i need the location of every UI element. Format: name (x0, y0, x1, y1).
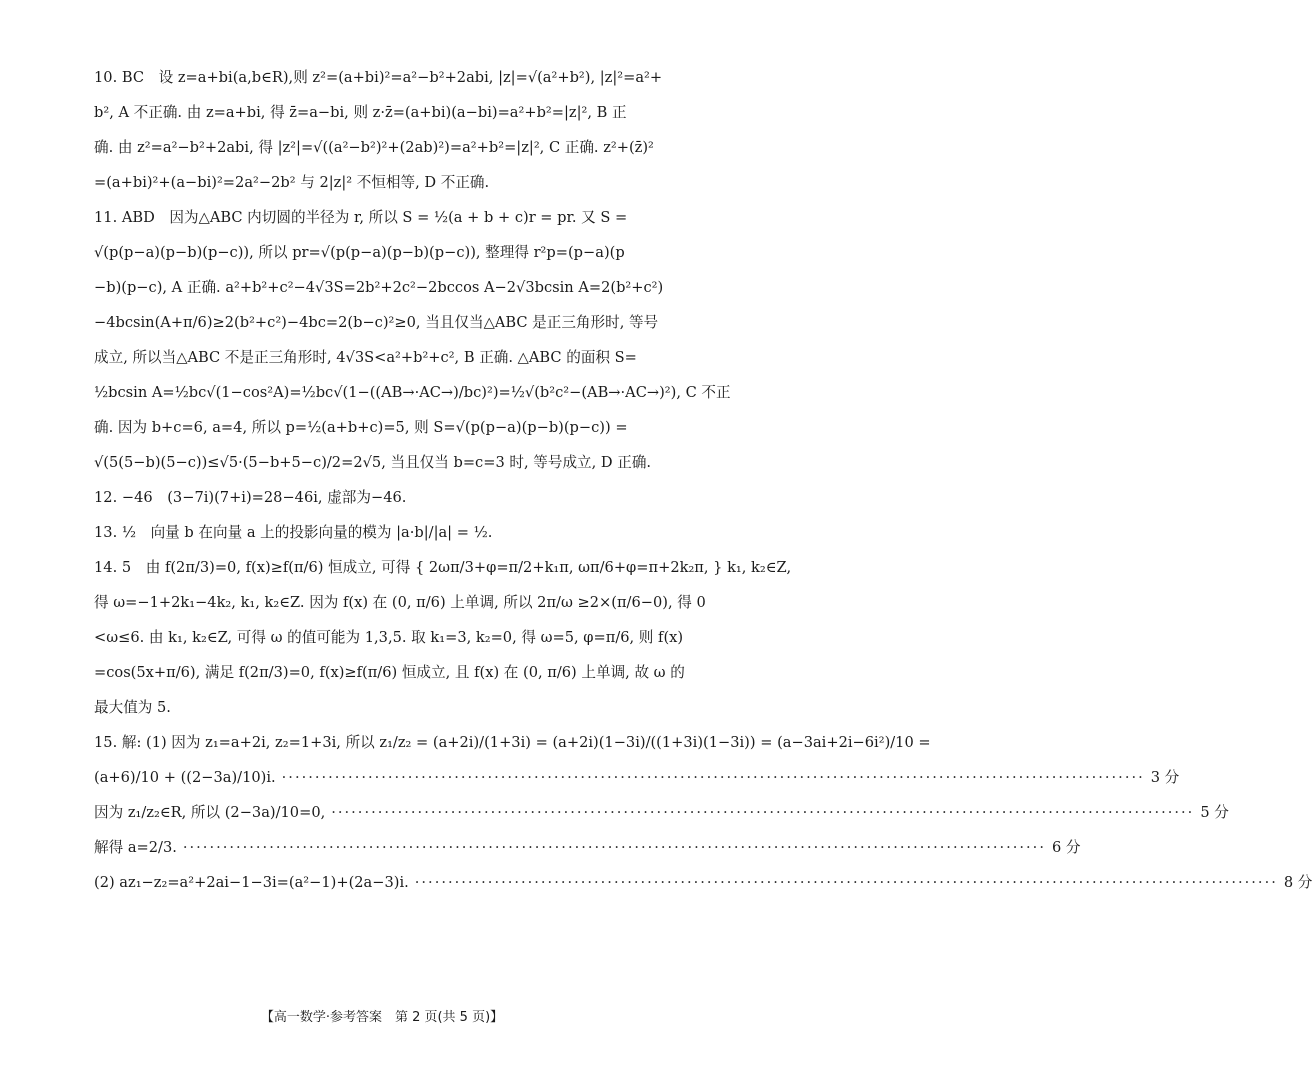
answer-a14 (94, 550, 792, 725)
step-text: (2) az₁−z₂=a²+2ai−1−3i=(a²−1)+(2a−3)i. (94, 874, 409, 891)
answer-a11 (94, 200, 731, 480)
answer-line: 确. 由 z²=a²−b²+2abi, 得 |z²|=√((a²−b²)²+(2ab)²)=a²+b²=|z|², C 正确. z²+(z̄)² (94, 139, 654, 156)
answer-line: 得 ω=−1+2k₁−4k₂, k₁, k₂∈Z. 因为 f(x) 在 (0, π/6) 上单调, 所以 2π/ω ≥2×(π/6−0), 得 0 (94, 594, 706, 611)
leader-dots (415, 865, 1278, 900)
step-points: 5 分 (1200, 804, 1229, 821)
answer-line: 确. 因为 b+c=6, a=4, 所以 p=½(a+b+c)=5, 则 S=√(p(p−a)(p−b)(p−c)) = (94, 419, 628, 436)
leader-dots (282, 760, 1145, 795)
scored-step (94, 830, 1081, 865)
step-points: 6 分 (1051, 839, 1081, 856)
answer-line: 15. 解: (1) 因为 z₁=a+2i, z₂=1+3i, 所以 z₁/z₂ = (a+2i)/(1+3i) = (a+2i)(1−3i)/((1+3i)(1−3i)) = (a−3ai+2i−6i²)/10 = (94, 734, 931, 751)
answer-line: √(p(p−a)(p−b)(p−c)), 所以 pr=√(p(p−a)(p−b)(p−c)), 整理得 r²p=(p−a)(p (94, 244, 625, 261)
answer-line: ½bcsin A=½bc√(1−cos²A)=½bc√(1−((AB→·AC→)/bc)²)=½√(b²c²−(AB→·AC→)²), C 不正 (94, 384, 731, 401)
scored-step (94, 795, 1229, 830)
answer-a15 (94, 725, 1312, 900)
answer-line: √(5(5−b)(5−c))≤√5·(5−b+5−c)/2=2√5, 当且仅当 b=c=3 时, 等号成立, D 正确. (94, 454, 652, 471)
answer-line: −4bcsin(A+π/6)≥2(b²+c²)−4bc=2(b−c)²≥0, 当且仅当△ABC 是正三角形时, 等号 (94, 314, 659, 331)
leader-dots (331, 795, 1194, 830)
step-text: 因为 z₁/z₂∈R, 所以 (2−3a)/10=0, (94, 804, 326, 821)
step-points: 8 分 (1283, 874, 1312, 891)
answer-line: b², A 不正确. 由 z=a+bi, 得 z̄=a−bi, 则 z·z̄=(a+bi)(a−bi)=a²+b²=|z|², B 正 (94, 104, 627, 121)
leader-dots (183, 830, 1046, 865)
answer-line: <ω≤6. 由 k₁, k₂∈Z, 可得 ω 的值可能为 1,3,5. 取 k₁=3, k₂=0, 得 ω=5, φ=π/6, 则 f(x) (94, 629, 684, 646)
answer-line: 10. BC 设 z=a+bi(a,b∈R),则 z²=(a+bi)²=a²−b²+2abi, |z|=√(a²+b²), |z|²=a²+ (94, 69, 663, 86)
answer-line: 11. ABD 因为△ABC 内切圆的半径为 r, 所以 S = ½(a + b + c)r = pr. 又 S = (94, 209, 628, 226)
answer-line: =(a+bi)²+(a−bi)²=2a²−2b² 与 2|z|² 不恒相等, D 不正确. (94, 174, 490, 191)
answer-line: 最大值为 5. (94, 699, 171, 716)
answer-a13 (94, 515, 694, 550)
answer-line: 13. ½ 向量 b 在向量 a 上的投影向量的模为 |a·b|/|a| = ½. (94, 524, 493, 541)
answer-line: =cos(5x+π/6), 满足 f(2π/3)=0, f(x)≥f(π/6) 恒成立, 且 f(x) 在 (0, π/6) 上单调, 故 ω 的 (94, 664, 685, 681)
answer-a10 (94, 60, 694, 200)
answer-line: −b)(p−c), A 正确. a²+b²+c²−4√3S=2b²+2c²−2bccos A−2√3bcsin A=2(b²+c²) (94, 279, 664, 296)
step-points: 3 分 (1150, 769, 1180, 786)
answer-line: 成立, 所以当△ABC 不是正三角形时, 4√3S<a²+b²+c², B 正确. △ABC 的面积 S= (94, 349, 637, 366)
step-text: 解得 a=2/3. (94, 839, 177, 856)
answer-list (94, 60, 1312, 900)
page-footer: 【高一数学·参考答案 第 2 页(共 5 页)】 (260, 1010, 504, 1025)
scored-step (94, 760, 1180, 795)
answer-line: 14. 5 由 f(2π/3)=0, f(x)≥f(π/6) 恒成立, 可得 { 2ωπ/3+φ=π/2+k₁π, ωπ/6+φ=π+2k₂π, } k₁, k₂∈Z, (94, 559, 792, 576)
answer-line: 12. −46 (3−7i)(7+i)=28−46i, 虚部为−46. (94, 489, 407, 506)
step-text: (a+6)/10 + ((2−3a)/10)i. (94, 769, 276, 786)
answer-a12 (94, 480, 694, 515)
scored-step (94, 865, 1312, 900)
